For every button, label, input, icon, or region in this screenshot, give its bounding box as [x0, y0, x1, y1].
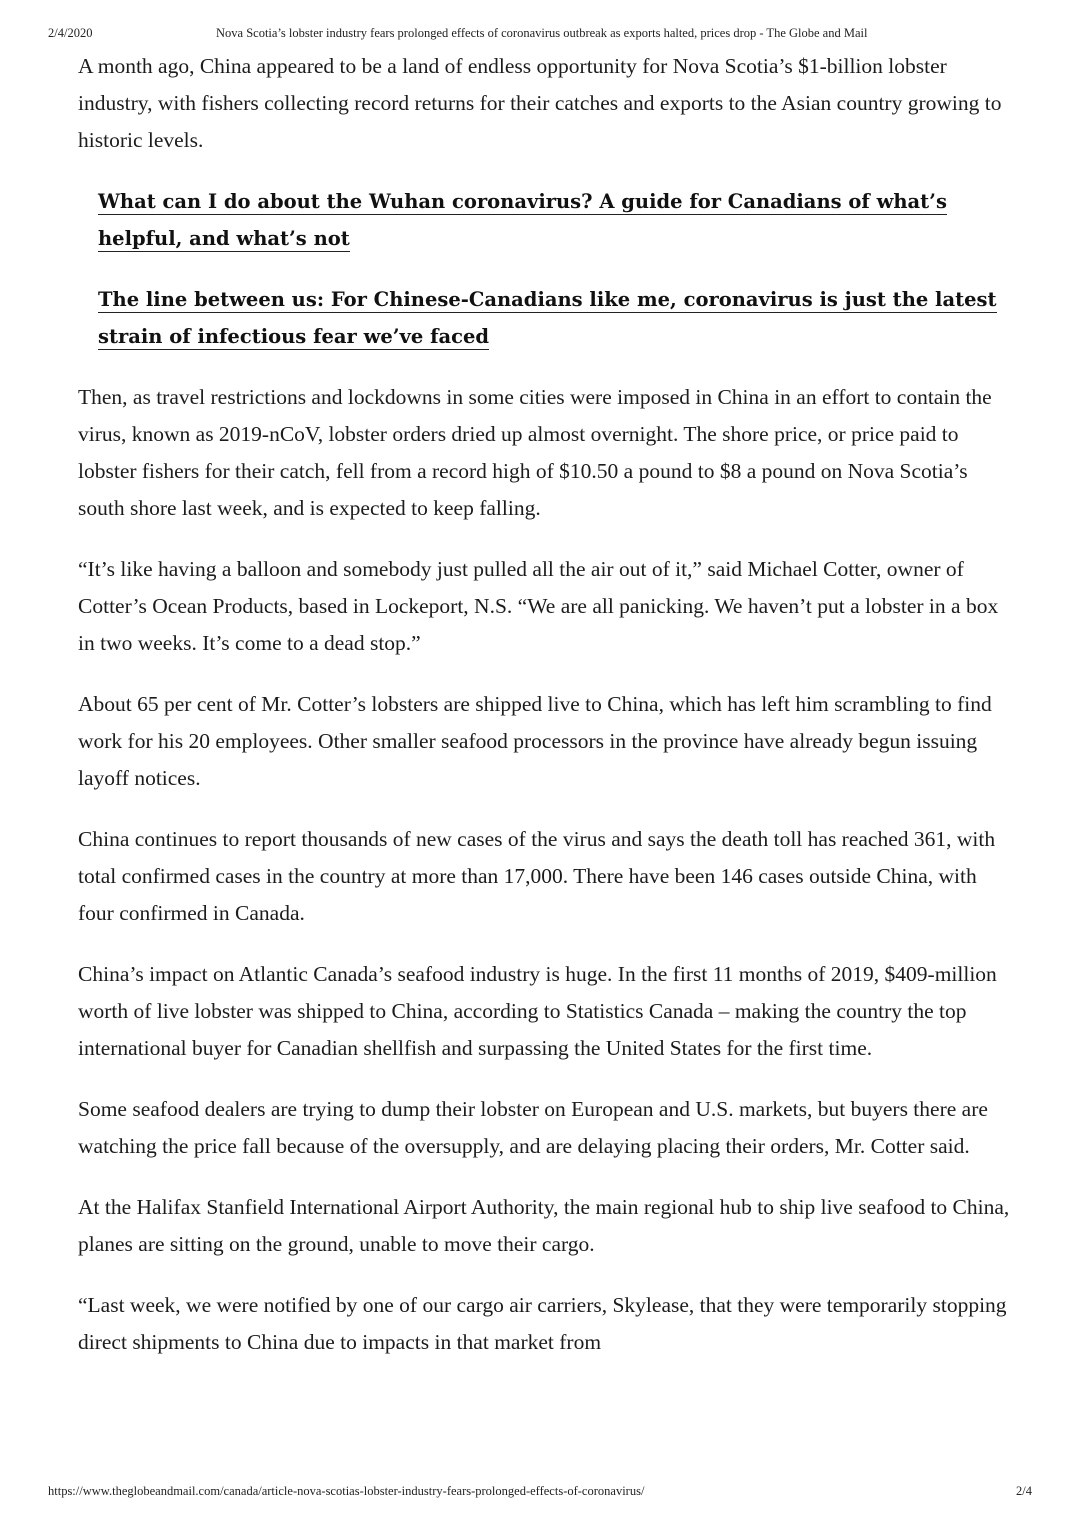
article-body	[78, 48, 1013, 1385]
article-paragraph-intro: A month ago, China appeared to be a land of endless opportunity for Nova Scotia’s $1-billion lobster industry, with fishers collecting record returns for their catches and exports to the Asian country growing to historic levels.	[78, 54, 1002, 152]
article-paragraph: “Last week, we were notified by one of our cargo air carriers, Skylease, that they were temporarily stopping direct shipments to China due to impacts in that market from	[78, 1293, 1007, 1354]
article-paragraph: About 65 per cent of Mr. Cotter’s lobsters are shipped live to China, which has left him scrambling to find work for his 20 employees. Other smaller seafood processors in the province have already begun issuing layoff notices.	[78, 692, 992, 790]
print-url: https://www.theglobeandmail.com/canada/article-nova-scotias-lobster-industry-fears-prolonged-effects-of-coronavirus/	[48, 1484, 645, 1498]
print-date: 2/4/2020	[48, 26, 93, 40]
article-paragraph: China continues to report thousands of new cases of the virus and says the death toll has reached 361, with total confirmed cases in the country at more than 17,000. There have been 146 cases outside China, with four confirmed in Canada.	[78, 827, 996, 925]
related-link-wuhan-guide[interactable]	[98, 183, 1013, 257]
article-paragraph: China’s impact on Atlantic Canada’s seafood industry is huge. In the first 11 months of 2019, $409-million worth of live lobster was shipped to China, according to Statistics Canada – making the country the top international buyer for Canadian shellfish and surpassing the United States for the first time.	[78, 962, 997, 1060]
article-paragraph: Some seafood dealers are trying to dump their lobster on European and U.S. markets, but buyers there are watching the price fall because of the oversupply, and are delaying placing their orders, Mr. Cotter said.	[78, 1097, 988, 1158]
related-links	[98, 183, 1013, 355]
page-number: 2/4	[1016, 1484, 1032, 1498]
print-header	[48, 26, 1032, 46]
article-paragraph: At the Halifax Stanfield International Airport Authority, the main regional hub to ship live seafood to China, planes are sitting on the ground, unable to move their cargo.	[78, 1195, 1010, 1256]
article-paragraph: Then, as travel restrictions and lockdowns in some cities were imposed in China in an effort to contain the virus, known as 2019-nCoV, lobster orders dried up almost overnight. The shore price, or price paid to lobster fishers for their catch, fell from a record high of $10.50 a pound to $8 a pound on Nova Scotia’s south shore last week, and is expected to keep falling.	[78, 385, 992, 520]
related-link-label: What can I do about the Wuhan coronavirus? A guide for Canadians of what’s helpful, and what’s not	[98, 190, 947, 250]
related-link-line-between-us[interactable]	[98, 281, 1013, 355]
related-link-label: The line between us: For Chinese-Canadians like me, coronavirus is just the latest strain of infectious fear we’ve faced	[98, 288, 997, 348]
print-page-title: Nova Scotia’s lobster industry fears prolonged effects of coronavirus outbreak as exports halted, prices drop - The Globe and Mail	[216, 26, 868, 40]
article-paragraph: “It’s like having a balloon and somebody just pulled all the air out of it,” said Michael Cotter, owner of Cotter’s Ocean Products, based in Lockeport, N.S. “We are all panicking. We haven’t put a lobster in a box in two weeks. It’s come to a dead stop.”	[78, 557, 999, 655]
